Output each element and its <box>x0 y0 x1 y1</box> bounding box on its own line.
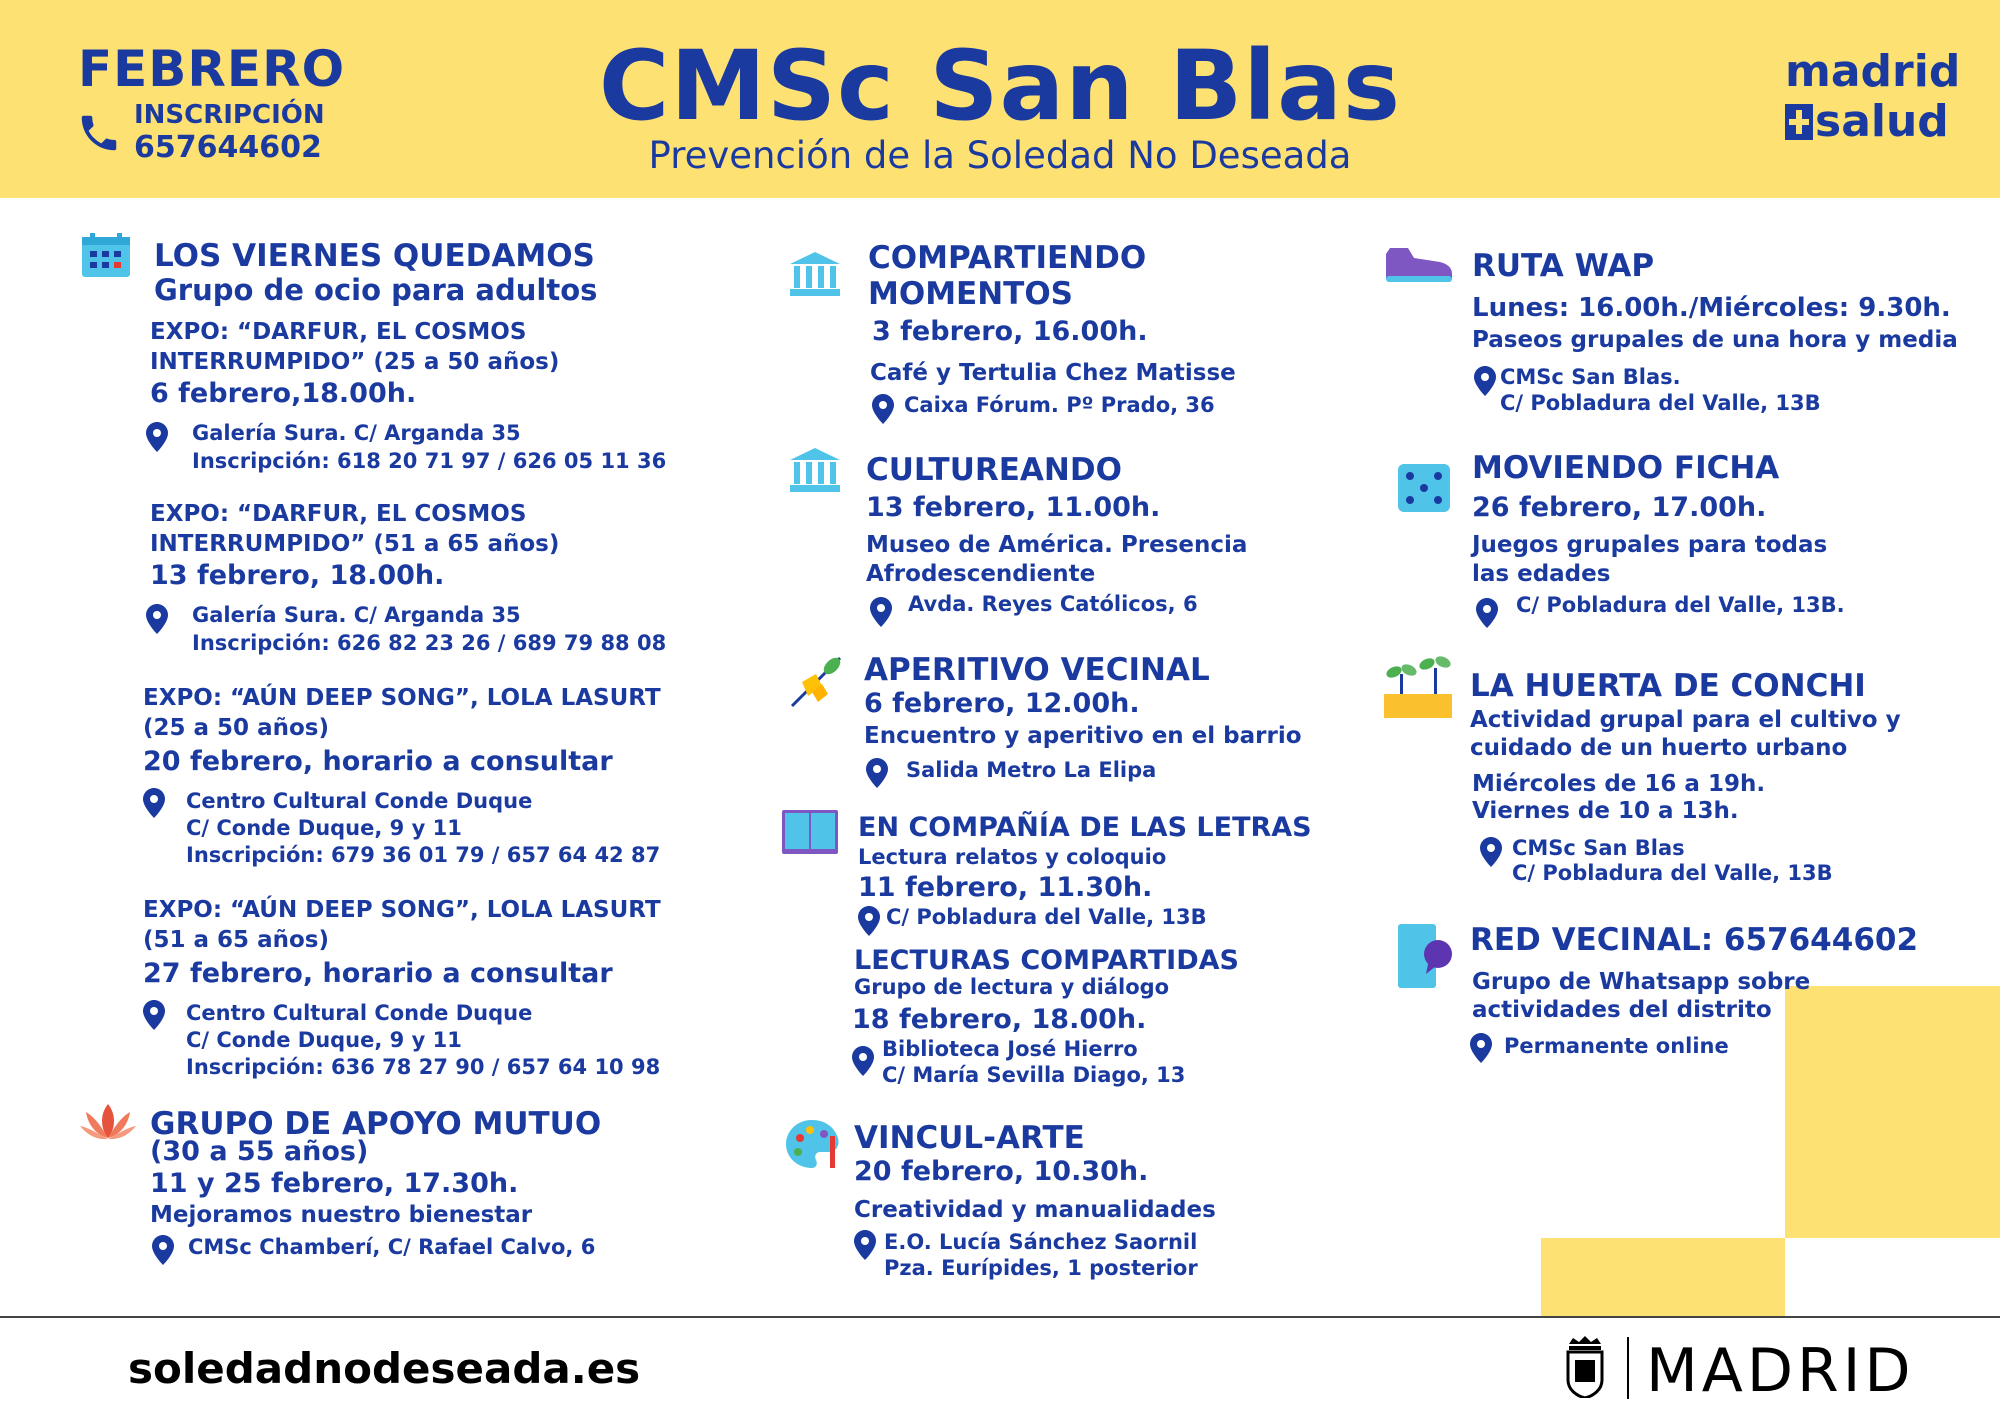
location-pin-icon <box>1470 1033 1492 1063</box>
location-pin-icon <box>1480 837 1502 867</box>
whatsapp-phone-icon <box>1398 924 1456 988</box>
ficha-place: C/ Pobladura del Valle, 13B. <box>1516 593 1845 617</box>
event3-place3: Inscripción: 679 36 01 79 / 657 64 42 87 <box>186 843 661 867</box>
inscription-label: INSCRIPCIÓN <box>134 100 325 130</box>
cultureando-desc1: Museo de América. Presencia <box>866 532 1248 558</box>
letras-title: EN COMPAÑÍA DE LAS LETRAS <box>858 812 1312 843</box>
event4-place3: Inscripción: 636 78 27 90 / 657 64 10 98 <box>186 1055 661 1079</box>
madrid-city-logo: MADRID <box>1646 1336 1915 1406</box>
letras-date: 11 febrero, 11.30h. <box>858 872 1153 903</box>
cultureando-place: Avda. Reyes Católicos, 6 <box>908 592 1198 616</box>
decor-block-right <box>1785 986 2000 1238</box>
aperitivo-title: APERITIVO VECINAL <box>864 652 1210 688</box>
ficha-desc1: Juegos grupales para todas <box>1472 532 1828 558</box>
event1-date: 6 febrero,18.00h. <box>150 378 417 409</box>
lecturas-place2: C/ María Sevilla Diago, 13 <box>882 1063 1186 1087</box>
location-pin-icon <box>146 604 168 634</box>
apoyo-age: (30 a 55 años) <box>150 1136 369 1167</box>
event3-place1: Centro Cultural Conde Duque <box>186 789 533 813</box>
ruta-title: RUTA WAP <box>1472 248 1655 284</box>
event1-place1: Galería Sura. C/ Arganda 35 <box>192 421 521 445</box>
compartiendo-desc: Café y Tertulia Chez Matisse <box>870 360 1236 386</box>
lecturas-title: LECTURAS COMPARTIDAS <box>854 945 1239 976</box>
vincul-title: VINCUL-ARTE <box>854 1120 1085 1156</box>
dice-icon <box>1398 464 1450 512</box>
sprout-icon <box>1384 654 1452 718</box>
event4-date: 27 febrero, horario a consultar <box>143 958 613 989</box>
apoyo-title: GRUPO DE APOYO MUTUO <box>150 1106 602 1142</box>
footer-divider <box>0 1316 2000 1318</box>
viernes-title: LOS VIERNES QUEDAMOS <box>154 238 595 274</box>
book-icon <box>782 810 838 854</box>
location-pin-icon <box>866 758 888 788</box>
event3-date: 20 febrero, horario a consultar <box>143 746 613 777</box>
event2-line2: INTERRUMPIDO” (51 a 65 años) <box>150 531 560 557</box>
palette-icon <box>786 1118 842 1170</box>
decor-block-bottom <box>1541 1238 1785 1316</box>
aperitivo-place: Salida Metro La Elipa <box>906 758 1157 782</box>
lecturas-place1: Biblioteca José Hierro <box>882 1037 1138 1061</box>
huerta-time1: Miércoles de 16 a 19h. <box>1472 771 1766 797</box>
compartiendo-place: Caixa Fórum. Pº Prado, 36 <box>904 393 1215 417</box>
location-pin-icon <box>146 422 168 452</box>
huerta-place2: C/ Pobladura del Valle, 13B <box>1512 861 1833 885</box>
madrid-salud-logo-line2: salud <box>1815 96 1949 147</box>
red-desc2: actividades del distrito <box>1472 997 1772 1023</box>
huerta-time2: Viernes de 10 a 13h. <box>1472 798 1739 824</box>
ficha-desc2: las edades <box>1472 561 1611 587</box>
ruta-place2: C/ Pobladura del Valle, 13B <box>1500 391 1821 415</box>
ficha-date: 26 febrero, 17.00h. <box>1472 492 1767 523</box>
apoyo-desc: Mejoramos nuestro bienestar <box>150 1202 533 1228</box>
footer-separator <box>1627 1337 1629 1399</box>
vincul-desc: Creatividad y manualidades <box>854 1197 1216 1223</box>
lecturas-desc: Grupo de lectura y diálogo <box>854 975 1170 999</box>
location-pin-icon <box>870 597 892 627</box>
location-pin-icon <box>143 1000 165 1030</box>
event1-line2: INTERRUMPIDO” (25 a 50 años) <box>150 349 560 375</box>
letras-place: C/ Pobladura del Valle, 13B <box>886 905 1207 929</box>
huerta-desc1: Actividad grupal para el cultivo y <box>1470 707 1901 733</box>
location-pin-icon <box>152 1235 174 1265</box>
event3-place2: C/ Conde Duque, 9 y 11 <box>186 816 462 840</box>
page-title: CMSc San Blas <box>598 30 1402 142</box>
location-pin-icon <box>852 1046 874 1076</box>
event4-place1: Centro Cultural Conde Duque <box>186 1001 533 1025</box>
location-pin-icon <box>1474 366 1496 396</box>
event3-line1: EXPO: “AÚN DEEP SONG”, LOLA LASURT <box>143 685 661 711</box>
inscription-phone[interactable]: 657644602 <box>134 130 322 165</box>
event3-line2: (25 a 50 años) <box>143 715 329 741</box>
madrid-salud-logo-line1: madrid <box>1785 46 1961 97</box>
location-pin-icon <box>1476 598 1498 628</box>
red-place: Permanente online <box>1504 1034 1729 1058</box>
ruta-desc: Paseos grupales de una hora y media <box>1472 327 1958 353</box>
huerta-title: LA HUERTA DE CONCHI <box>1470 668 1866 704</box>
compartiendo-title1: COMPARTIENDO <box>868 240 1147 276</box>
event4-place2: C/ Conde Duque, 9 y 11 <box>186 1028 462 1052</box>
month-label: FEBRERO <box>78 40 346 98</box>
letras-desc: Lectura relatos y coloquio <box>858 845 1167 869</box>
location-pin-icon <box>872 394 894 424</box>
aperitivo-desc: Encuentro y aperitivo en el barrio <box>864 723 1302 749</box>
page-subtitle: Prevención de la Soledad No Deseada <box>648 134 1352 177</box>
museum-icon <box>790 252 840 296</box>
compartiendo-title2: MOMENTOS <box>868 276 1073 312</box>
apoyo-place: CMSc Chamberí, C/ Rafael Calvo, 6 <box>188 1235 596 1259</box>
madrid-crest-icon <box>1565 1336 1605 1398</box>
huerta-desc2: cuidado de un huerto urbano <box>1470 735 1848 761</box>
event1-line1: EXPO: “DARFUR, EL COSMOS <box>150 319 527 345</box>
huerta-place1: CMSc San Blas <box>1512 836 1685 860</box>
ruta-date: Lunes: 16.00h./Miércoles: 9.30h. <box>1472 293 1951 323</box>
vincul-place2: Pza. Eurípides, 1 posterior <box>884 1256 1198 1280</box>
event4-line1: EXPO: “AÚN DEEP SONG”, LOLA LASURT <box>143 897 661 923</box>
cultureando-title: CULTUREANDO <box>866 452 1122 488</box>
compartiendo-date: 3 febrero, 16.00h. <box>872 316 1148 347</box>
lotus-icon <box>80 1102 136 1142</box>
madrid-salud-cross-icon <box>1785 104 1813 140</box>
cultureando-date: 13 febrero, 11.00h. <box>866 492 1161 523</box>
event2-line1: EXPO: “DARFUR, EL COSMOS <box>150 501 527 527</box>
aperitivo-date: 6 febrero, 12.00h. <box>864 688 1140 719</box>
website-link[interactable]: soledadnodeseada.es <box>128 1344 641 1393</box>
skewer-icon <box>788 652 846 710</box>
vincul-date: 20 febrero, 10.30h. <box>854 1156 1149 1187</box>
location-pin-icon <box>858 906 880 936</box>
location-pin-icon <box>854 1230 876 1260</box>
museum-icon <box>790 448 840 492</box>
event2-date: 13 febrero, 18.00h. <box>150 560 445 591</box>
red-desc1: Grupo de Whatsapp sobre <box>1472 969 1811 995</box>
apoyo-date: 11 y 25 febrero, 17.30h. <box>150 1168 519 1199</box>
red-title: RED VECINAL: 657644602 <box>1470 922 1919 958</box>
cultureando-desc2: Afrodescendiente <box>866 561 1096 587</box>
sneaker-icon <box>1384 244 1454 284</box>
vincul-place1: E.O. Lucía Sánchez Saornil <box>884 1230 1198 1254</box>
ruta-place1: CMSc San Blas. <box>1500 365 1681 389</box>
event1-place2: Inscripción: 618 20 71 97 / 626 05 11 36 <box>192 449 667 473</box>
event4-line2: (51 a 65 años) <box>143 927 329 953</box>
calendar-icon <box>82 233 130 277</box>
viernes-subtitle: Grupo de ocio para adultos <box>154 273 598 307</box>
event2-place2: Inscripción: 626 82 23 26 / 689 79 88 08 <box>192 631 667 655</box>
location-pin-icon <box>143 788 165 818</box>
lecturas-date: 18 febrero, 18.00h. <box>852 1004 1147 1035</box>
event2-place1: Galería Sura. C/ Arganda 35 <box>192 603 521 627</box>
ficha-title: MOVIENDO FICHA <box>1472 450 1780 486</box>
